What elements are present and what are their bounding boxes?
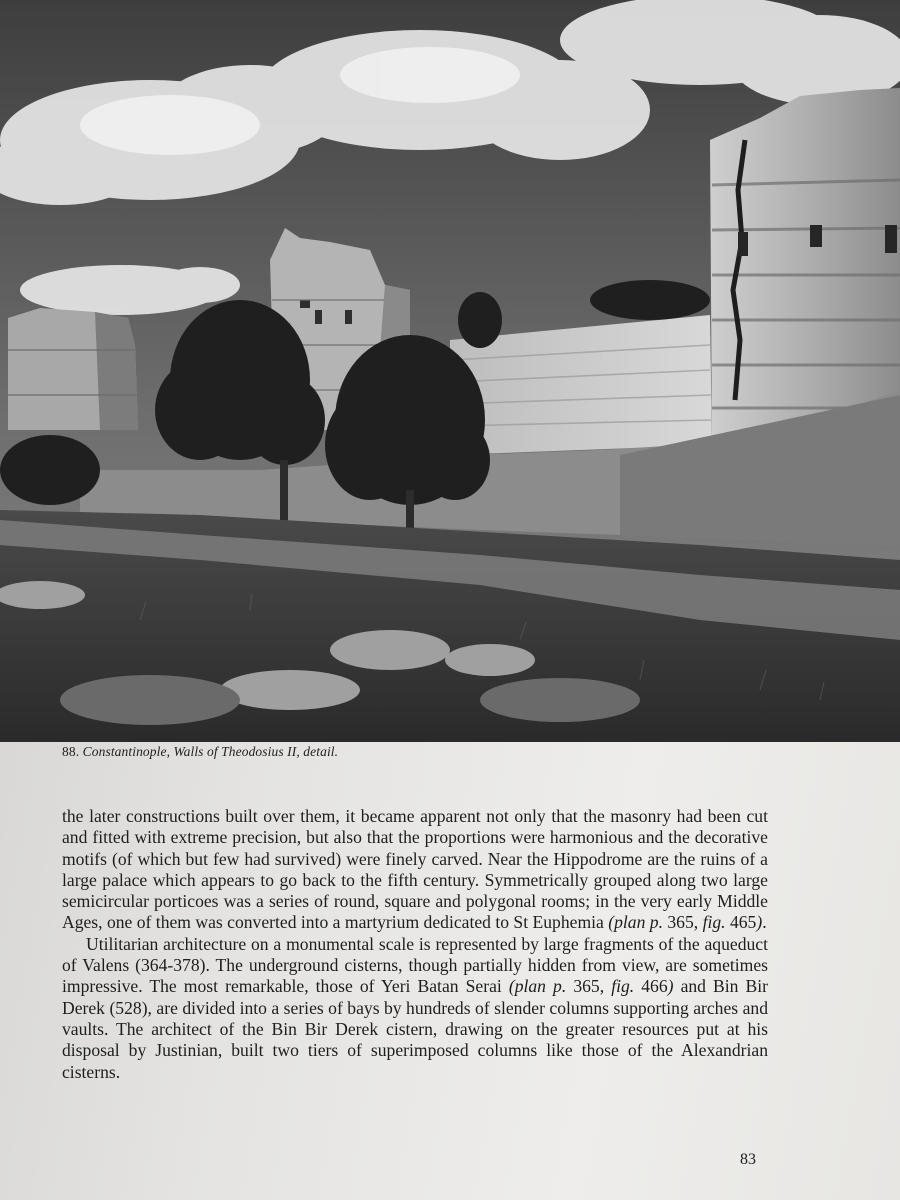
- text-segment: 466: [634, 976, 668, 997]
- text-segment: Utilitarian architecture on a monumental scale is represented by large fragments of the aqueduct of Valens (364-378). The underground cisterns, though partially hidden from view, are sometimes impressive. The most remarkable, those of Yeri Batan Serai: [62, 933, 768, 997]
- text-segment: 465: [725, 912, 757, 933]
- figure-caption-text: Constantinople, Walls of Theodosius II, detail.: [82, 744, 339, 759]
- text-segment-italic: (plan p.: [608, 912, 663, 933]
- text-segment-italic: (plan p.: [508, 976, 567, 997]
- body-text: [62, 806, 768, 1083]
- text-segment-italic: fig.: [702, 912, 726, 933]
- text-segment-italic: ): [756, 912, 763, 933]
- text-segment: and Bin Bir Derek (528), are divided into a series of bays by hundreds of slender columns supporting arches and vaults. The architect of the Bin Bir Derek cistern, drawing on the greater resources put at his disposal by Justinian, built two tiers of superimposed columns like those of the Alexandrian cisterns.: [62, 976, 769, 1082]
- figure-number: 88.: [62, 744, 80, 759]
- paragraph: [62, 934, 768, 1083]
- text-segment-italic: fig.: [611, 976, 635, 997]
- text-segment: .: [762, 912, 767, 933]
- figure-caption: [62, 744, 338, 760]
- paragraph: [62, 806, 768, 934]
- text-segment: 365,: [662, 912, 703, 933]
- text-segment-italic: ): [667, 976, 674, 997]
- page-number: 83: [740, 1151, 756, 1168]
- text-segment: 365,: [566, 976, 612, 997]
- text-segment: the later constructions built over them, it became apparent not only that the masonry had been cut and fitted with extreme precision, but also that the proportions were harmonious and the decorative motifs (of which but few had survived) were finely carved. Near the Hippodrome are the ruins of a large palace which appears to go back to the fifth century. Symmetrically grouped along two large semicircular porticoes was a series of round, square and polygonal rooms; in the very early Middle Ages, one of them was converted into a martyrium dedicated to St Euphemia: [62, 806, 768, 933]
